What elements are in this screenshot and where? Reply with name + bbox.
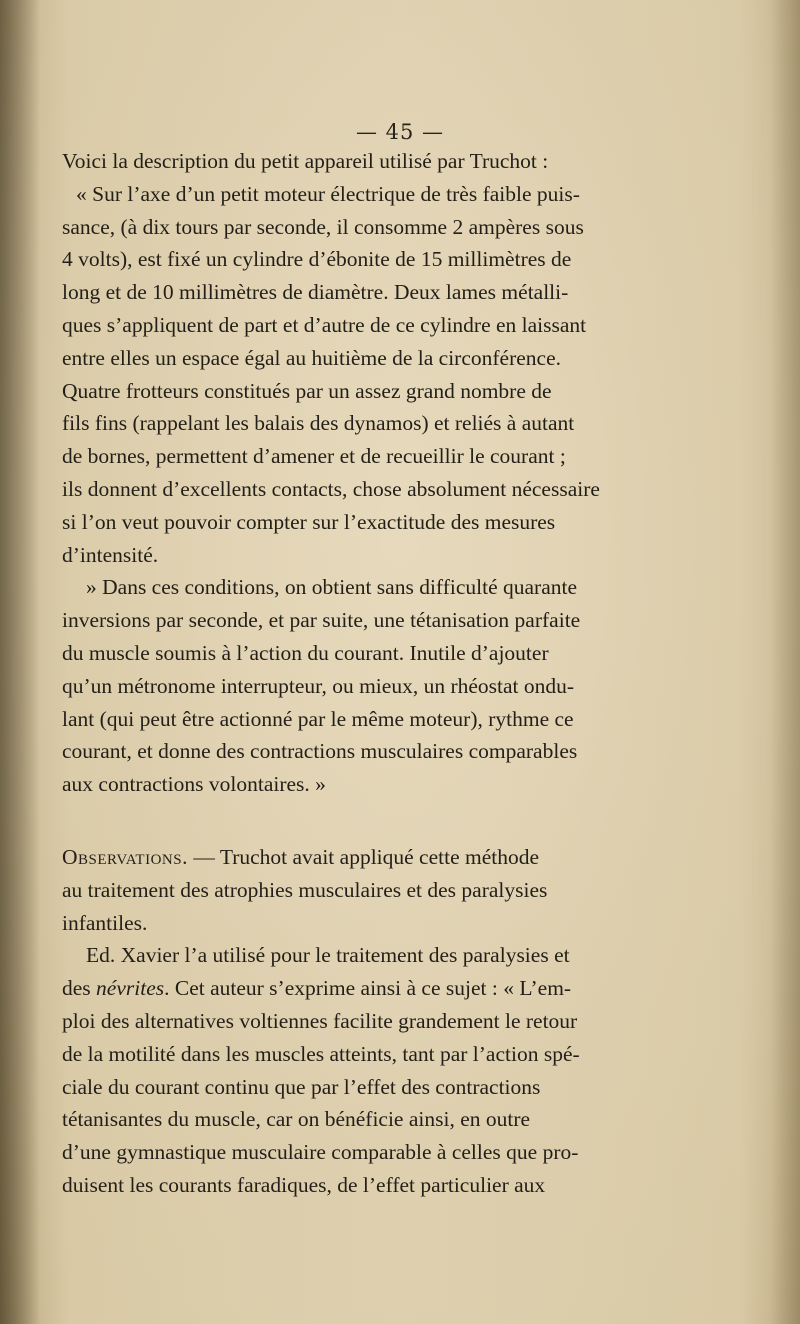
paragraph-2	[62, 571, 688, 801]
text-line: d’intensité.	[62, 542, 159, 567]
text-line: Quatre frotteurs constitués par un assez grand nombre de	[62, 378, 552, 403]
text-line: inversions par seconde, et par suite, une tétanisation parfaite	[62, 608, 581, 633]
text-line: 4 volts), est fixé un cylindre d’ébonite de 15 millimètres de	[62, 247, 572, 272]
text-line: d’une gymnastique musculaire comparable à celles que pro-	[62, 1140, 579, 1165]
text-line: ils donnent d’excellents contacts, chose absolument nécessaire	[62, 476, 600, 501]
text-line: lant (qui peut être actionné par le même moteur), rythme ce	[62, 706, 574, 731]
text-line: de bornes, permettent d’amener et de recueillir le courant ;	[62, 444, 566, 469]
text-line: de la motilité dans les muscles atteints, tant par l’action spé-	[62, 1041, 580, 1066]
text-line: ciale du courant continu que par l’effet des contractions	[62, 1074, 541, 1099]
section-gap	[62, 801, 688, 841]
text-line: ques s’appliquent de part et d’autre de ce cylindre en laissant	[62, 312, 587, 337]
text-line: courant, et donne des contractions musculaires comparables	[62, 739, 578, 764]
text-line: infantiles.	[62, 910, 148, 935]
text-line: long et de 10 millimètres de diamètre. Deux lames métalli-	[62, 280, 569, 305]
paragraph-1	[62, 145, 688, 571]
text-line: Voici la description du petit appareil utilisé par Truchot :	[62, 149, 549, 173]
text-line: du muscle soumis à l’action du courant. Inutile d’ajouter	[62, 640, 549, 665]
body-text	[62, 145, 688, 1202]
page-number: — 45 —	[355, 120, 445, 144]
text-line: « Sur l’axe d’un petit moteur électrique de très faible puis-	[76, 181, 580, 206]
text-fragment: des	[62, 976, 97, 1001]
text-line: Ed. Xavier l’a utilisé pour le traitement des paralysies et	[86, 943, 570, 968]
text-line: sance, (à dix tours par seconde, il consomme 2 ampères sous	[62, 214, 584, 239]
observations-heading: Observations.	[62, 844, 188, 869]
paragraph-xavier	[62, 939, 688, 1201]
text-line: — Truchot avait appliqué cette méthode	[187, 844, 540, 869]
text-line: tétanisantes du muscle, car on bénéficie ainsi, en outre	[62, 1107, 531, 1132]
text-line: au traitement des atrophies musculaires et des paralysies	[62, 877, 548, 902]
page-edge-shadow	[770, 0, 800, 1324]
text-fragment: . Cet auteur s’exprime ainsi à ce sujet : « L’em-	[164, 976, 572, 1001]
text-line: fils fins (rappelant les balais des dynamos) et reliés à autant	[62, 411, 575, 436]
text-line: aux contractions volontaires. »	[62, 772, 326, 797]
text-line: duisent les courants faradiques, de l’effet particulier aux	[62, 1172, 546, 1197]
text-line: ploi des alternatives voltiennes facilite grandement le retour	[62, 1008, 578, 1033]
binding-shadow	[0, 0, 40, 1324]
observations-paragraph	[62, 841, 688, 939]
text-line: entre elles un espace égal au huitième de la circonférence.	[62, 345, 562, 370]
text-line: qu’un métronome interrupteur, ou mieux, un rhéostat ondu-	[62, 673, 575, 698]
text-line: » Dans ces conditions, on obtient sans difficulté quarante	[86, 575, 578, 600]
text-line: si l’on veut pouvoir compter sur l’exactitude des mesures	[62, 509, 556, 534]
italic-term: névrites	[96, 976, 165, 1001]
